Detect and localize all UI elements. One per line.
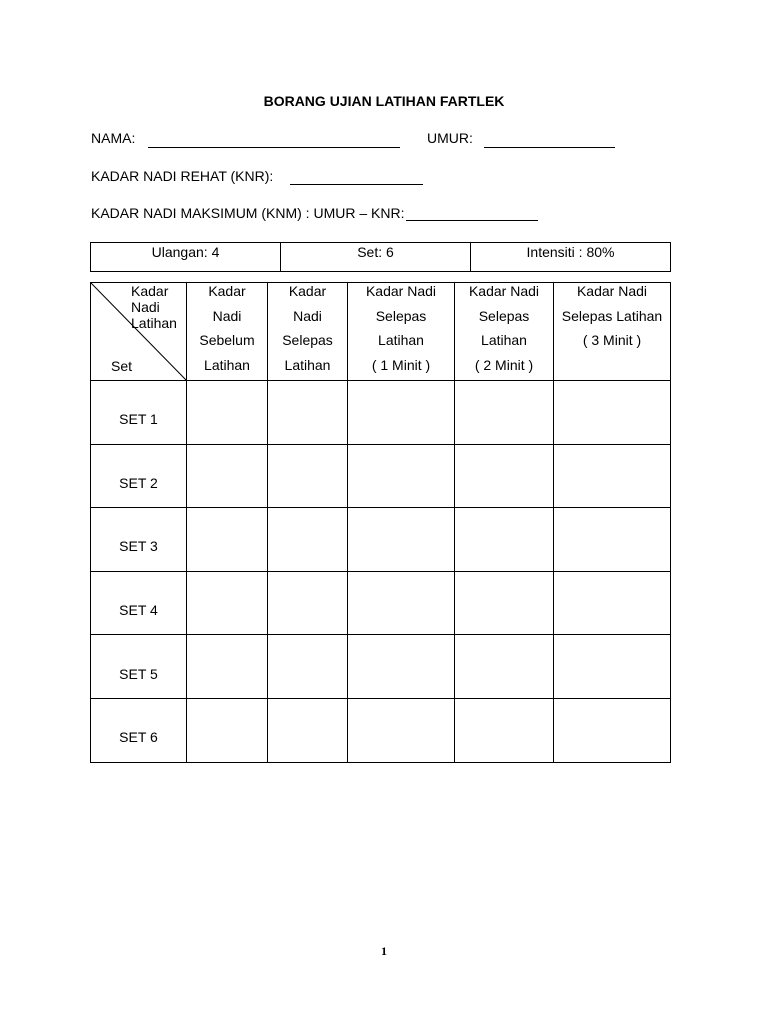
table-cell[interactable] [554,444,671,508]
table-cell[interactable] [187,508,268,572]
header-line: Selepas [282,332,333,348]
table-row [91,381,671,445]
set-label: SET 1 [91,381,187,445]
table-cell[interactable] [455,508,554,572]
table-cell[interactable] [187,381,268,445]
header-line: Latihan [481,332,527,348]
table-cell[interactable] [348,508,455,572]
header-selepas-1-minit [348,283,455,381]
intensiti-cell: Intensiti : 80% [471,243,671,272]
table-cell[interactable] [455,698,554,762]
set-label: SET 6 [91,698,187,762]
table-cell[interactable] [348,444,455,508]
set-label: SET 5 [91,635,187,699]
header-line: ( 2 Minit ) [474,356,534,373]
header-line: Nadi [293,307,322,324]
set-label: SET 2 [91,444,187,508]
table-row [91,635,671,699]
corner-top-line: Nadi [131,299,160,315]
set-label: SET 4 [91,571,187,635]
table-row [91,698,671,762]
corner-header-cell [91,283,187,381]
header-line: Selepas [478,307,530,324]
table-cell[interactable] [554,698,671,762]
header-selepas-2-minit [455,283,554,381]
header-line: Latihan [378,332,424,348]
header-kadar-nadi-selepas-latihan [268,283,348,381]
umur-label: UMUR: [427,130,473,146]
table-cell[interactable] [554,635,671,699]
page-number: 1 [381,944,387,958]
table-cell[interactable] [455,635,554,699]
table-cell[interactable] [455,381,554,445]
table-cell[interactable] [187,571,268,635]
table-row [91,508,671,572]
summary-table [90,242,671,272]
knm-input-line[interactable] [406,220,538,221]
header-line: Selepas [375,307,427,324]
header-line: Sebelum [199,332,255,348]
table-row [91,444,671,508]
header-line: ( 1 Minit ) [371,356,431,373]
table-cell[interactable] [554,508,671,572]
header-line: Kadar Nadi [365,283,437,299]
nama-input-line[interactable] [148,147,400,148]
corner-top-line: Kadar [131,283,169,299]
header-line: Latihan [284,356,331,373]
table-cell[interactable] [554,381,671,445]
table-cell[interactable] [268,635,348,699]
header-line: Kadar [288,283,327,299]
table-header-row [91,283,671,381]
table-cell[interactable] [268,381,348,445]
header-line: Kadar Nadi [468,283,540,299]
table-cell[interactable] [554,571,671,635]
header-line: Kadar [208,283,246,299]
header-line: ( 3 Minit ) [582,332,642,348]
knm-label: KADAR NADI MAKSIMUM (KNM) : UMUR – KNR: [91,205,405,221]
umur-input-line[interactable] [484,147,615,148]
corner-header-top [131,283,177,331]
header-selepas-3-minit [554,283,671,381]
header-line: Nadi [212,307,242,324]
table-cell[interactable] [187,635,268,699]
set-label: SET 3 [91,508,187,572]
table-cell[interactable] [187,698,268,762]
header-line: Selepas Latihan [561,307,663,324]
table-cell[interactable] [455,571,554,635]
table-cell[interactable] [268,571,348,635]
header-line: Kadar Nadi [576,283,648,299]
corner-header-set: Set [111,358,133,374]
header-line: Latihan [204,356,250,373]
table-cell[interactable] [348,635,455,699]
knr-label: KADAR NADI REHAT (KNR): [91,168,274,184]
table-row [91,571,671,635]
heart-rate-table [90,282,671,763]
table-cell[interactable] [187,444,268,508]
corner-top-line: Latihan [131,315,177,331]
form-title: BORANG UJIAN LATIHAN FARTLEK [263,93,505,109]
knr-input-line[interactable] [290,184,423,185]
table-cell[interactable] [268,444,348,508]
table-cell[interactable] [348,698,455,762]
table-cell[interactable] [348,381,455,445]
set-count-cell: Set: 6 [281,243,471,272]
ulangan-cell: Ulangan: 4 [91,243,281,272]
table-cell[interactable] [348,571,455,635]
table-cell[interactable] [455,444,554,508]
nama-label: NAMA: [91,130,136,146]
table-cell[interactable] [268,698,348,762]
header-kadar-nadi-sebelum-latihan [187,283,268,381]
table-cell[interactable] [268,508,348,572]
